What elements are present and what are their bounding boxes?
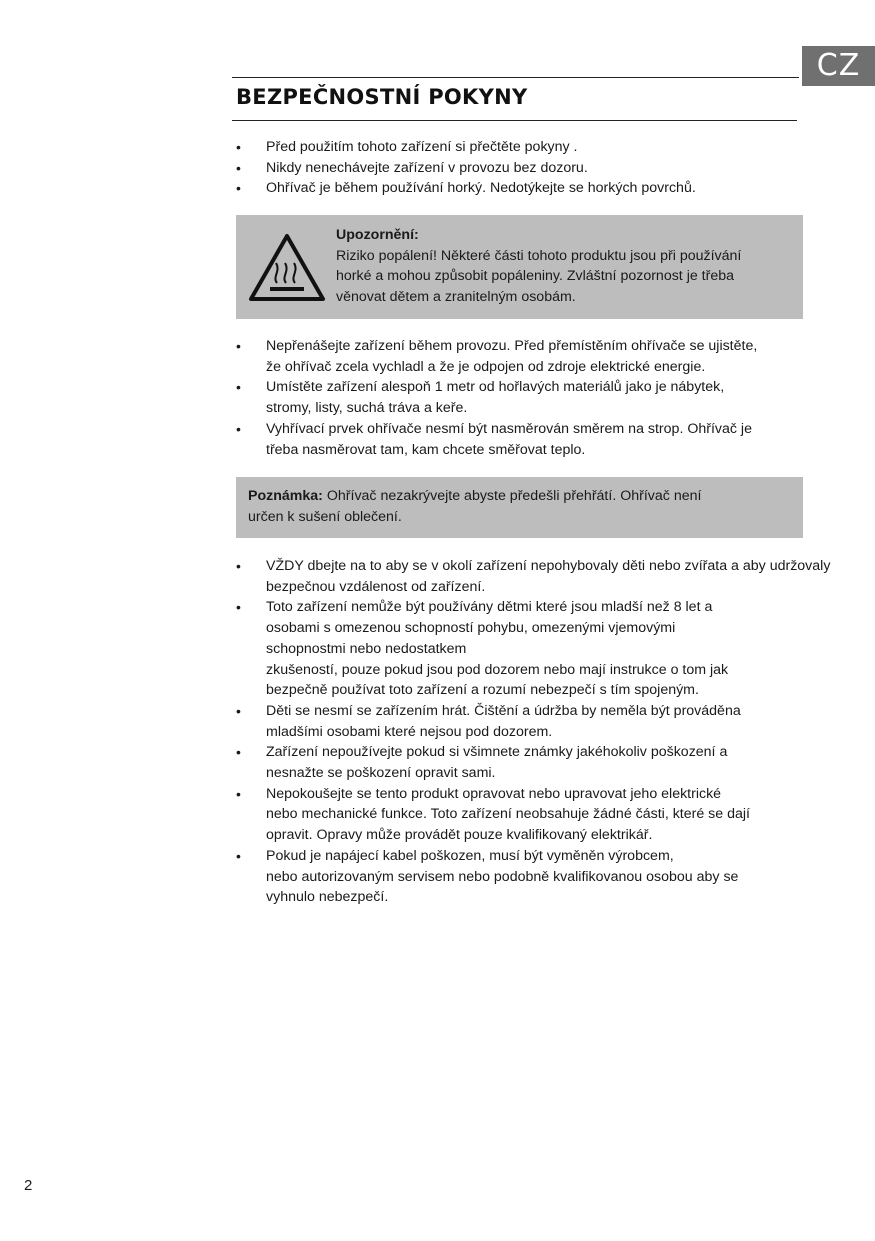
page-title: BEZPEČNOSTNÍ POKYNY: [236, 85, 528, 109]
hot-surface-warning-icon: [248, 233, 326, 303]
list-item-line: nebo mechanické funkce. Toto zařízení neobsahuje žádné části, které se dají: [266, 806, 750, 823]
safety-list-3: [236, 556, 830, 908]
list-item-line: • Pokud je napájecí kabel poškozen, musí být vyměněn výrobcem,: [266, 847, 674, 864]
list-item-line: schopnostmi nebo nedostatkem: [266, 640, 467, 657]
list-item: [236, 784, 830, 846]
note-line-1: Ohřívač nezakrývejte abyste předešli přehřátí. Ohřívač není: [326, 488, 702, 504]
safety-list-2: [236, 336, 757, 460]
list-item-line: bezpečnou vzdálenost od zařízení.: [266, 578, 486, 595]
list-item: [236, 336, 757, 377]
warning-line: věnovat dětem a zranitelným osobám.: [336, 289, 576, 306]
note-label: Poznámka:: [248, 488, 323, 504]
list-item: [236, 419, 757, 460]
list-item: [236, 137, 696, 158]
list-item-line: • VŽDY dbejte na to aby se v okolí zařízení nepohybovaly děti nebo zvířata a aby udržovaly: [266, 558, 831, 574]
list-item-line: • Vyhřívací prvek ohřívače nesmí být nasměrován směrem na strop. Ohřívač je: [266, 420, 752, 437]
list-item: [236, 377, 757, 418]
list-item-line: • Nepokoušejte se tento produkt opravovat nebo upravovat jeho elektrické: [266, 785, 722, 802]
list-item: [236, 742, 830, 783]
list-item: [236, 846, 830, 908]
list-item-line: • Ohřívač je během používání horký. Nedotýkejte se horkých povrchů.: [266, 180, 696, 197]
page-number: 2: [24, 1177, 33, 1194]
warning-line: Riziko popálení! Některé části tohoto produktu jsou při používání: [336, 247, 742, 264]
list-item: [236, 701, 830, 742]
list-item-line: • Zařízení nepoužívejte pokud si všimnete známky jakéhokoliv poškození a: [266, 744, 728, 761]
list-item-line: třeba nasměrovat tam, kam chcete směřovat teplo.: [266, 441, 586, 458]
warning-line: horké a mohou způsobit popáleniny. Zvláštní pozornost je třeba: [336, 268, 735, 285]
warning-box: [236, 215, 803, 319]
list-item-line: osobami s omezenou schopností pohybu, omezenými vjemovými: [266, 620, 676, 637]
list-item: [236, 178, 696, 199]
list-item-line: nesnažte se poškození opravit sami.: [266, 765, 496, 782]
list-item: [236, 597, 830, 701]
list-item-line: bezpečně používat toto zařízení a rozumí nebezpečí s tím spojeným.: [266, 682, 699, 699]
list-item-line: • Nikdy nenechávejte zařízení v provozu bez dozoru.: [266, 159, 588, 176]
list-item-line: • Umístěte zařízení alespoň 1 metr od hořlavých materiálů jako je nábytek,: [266, 379, 725, 396]
warning-title: Upozornění:: [336, 227, 419, 243]
title-rule-bottom: [232, 120, 797, 121]
list-item: [236, 158, 696, 179]
note-box: [236, 477, 803, 538]
list-item-line: mladšími osobami které nejsou pod dozorem.: [266, 723, 553, 740]
list-item-line: opravit. Opravy může provádět pouze kvalifikovaný elektrikář.: [266, 827, 653, 844]
list-item-line: • Toto zařízení nemůže být používány dětmi které jsou mladší než 8 let a: [266, 599, 713, 616]
language-tab: CZ: [802, 46, 875, 86]
title-rule-top: [232, 77, 799, 78]
note-text: [248, 486, 701, 528]
warning-text: [336, 225, 741, 308]
list-item-line: nebo autorizovaným servisem nebo podobně kvalifikovanou osobou aby se: [266, 868, 739, 885]
list-item-line: stromy, listy, suchá tráva a keře.: [266, 400, 468, 417]
safety-list-1: [236, 137, 696, 199]
list-item: [236, 556, 830, 597]
list-item-line: • Před použitím tohoto zařízení si přečtěte pokyny .: [266, 139, 578, 155]
list-item-line: • Nepřenášejte zařízení během provozu. Před přemístěním ohřívače se ujistěte,: [266, 338, 758, 354]
note-line-2: určen k sušení oblečení.: [248, 509, 402, 525]
list-item-line: • Děti se nesmí se zařízením hrát. Čištění a údržba by neměla být prováděna: [266, 702, 741, 719]
list-item-line: vyhnulo nebezpečí.: [266, 889, 389, 906]
list-item-line: zkušeností, pouze pokud jsou pod dozorem nebo mají instrukce o tom jak: [266, 661, 729, 678]
list-item-line: že ohřívač zcela vychladl a že je odpojen od zdroje elektrické energie.: [266, 358, 706, 375]
